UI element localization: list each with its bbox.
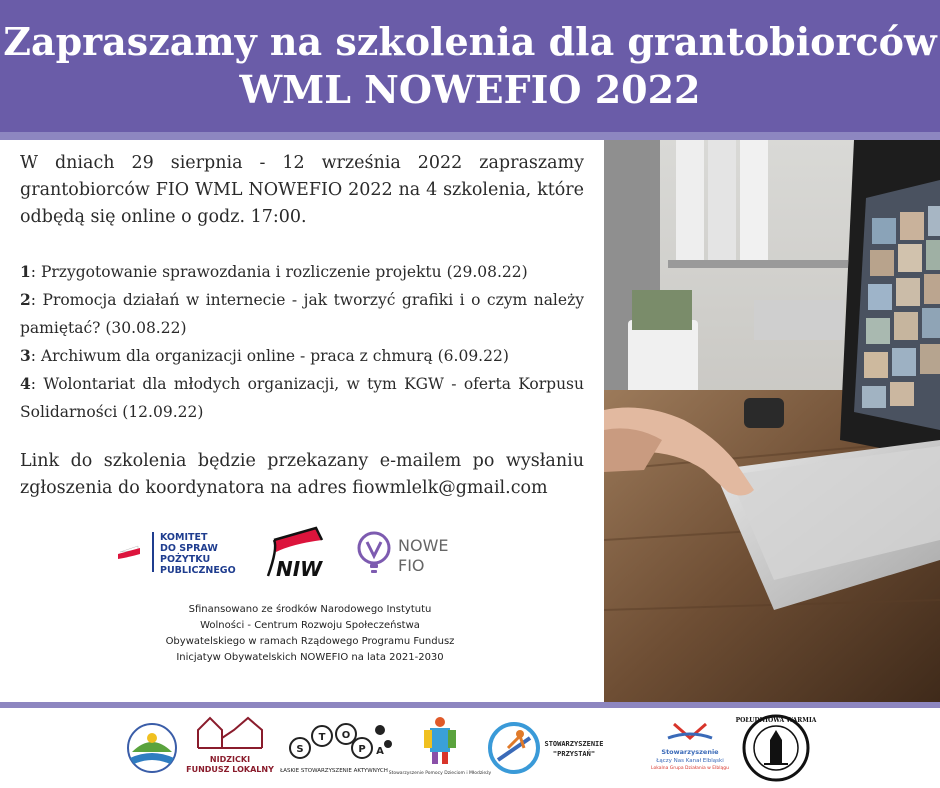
training-text: : Przygotowanie sprawozdania i rozliczenie projektu (29.08.22) (30, 263, 528, 281)
training-text: : Promocja działań w internecie - jak tworzyć grafiki i o czym należy pamiętać? (30.08.22) (20, 291, 584, 337)
komitet-line: PUBLICZNEGO (160, 565, 236, 576)
intro-paragraph: W dniach 29 sierpnia - 12 września 2022 zapraszamy grantobiorców FIO WML NOWEFIO 2022 na 4 szkolenia, które odbędą się online o godz. 17:00. (20, 153, 584, 227)
header-banner (0, 0, 940, 132)
niw-text: NIW (276, 557, 323, 581)
sponsor-logos (116, 526, 476, 586)
training-item-3 (20, 342, 584, 370)
training-text: : Archiwum dla organizacji online - praca z chmurą (6.09.22) (30, 347, 509, 365)
przystan-logo (490, 724, 604, 772)
training-item-4 (20, 370, 584, 426)
kanal-line: Stowarzyszenie (661, 748, 719, 756)
nidzicki-line: NIDZICKI (209, 755, 251, 764)
komitet-line: DO SPRAW (160, 543, 218, 554)
training-number: 2 (20, 290, 31, 309)
kanal-line: Lokalna Grupa Działania w Elblągu (651, 766, 729, 771)
komitet-line: POŻYTKU (160, 554, 211, 565)
funding-line: Obywatelskiego w ramach Rządowego Programu Fundusz (165, 636, 455, 647)
laptop-video-call-photo (604, 140, 940, 702)
przystan-line: "PRZYSTAŃ" (552, 750, 596, 758)
komitet-line: KOMITET (160, 532, 208, 543)
stowarzyszenie-pomocy-logo (389, 717, 492, 776)
stopa-caption: ŁASKIE STOWARZYSZENIE AKTYWNYCH (280, 768, 388, 774)
poludniowa-warmia-logo (736, 716, 817, 780)
przystan-line: STOWARZYSZENIE (544, 740, 604, 748)
page-title-line1: Zapraszamy na szkolenia dla grantobiorców (3, 19, 937, 64)
training-item-2 (20, 286, 584, 342)
training-item-1 (20, 258, 584, 286)
stopa-letter: T (318, 732, 326, 743)
stopa-logo (279, 724, 392, 774)
registration-info: Link do szkolenia będzie przekazany e-mailem po wysłaniu zgłoszenia do koordynatora na adres fiowmlelk@gmail.com (20, 451, 584, 498)
training-text: : Wolontariat dla młodych organizacji, w tym KGW - oferta Korpusu Solidarności (12.09.22) (20, 375, 584, 421)
kanal-line: Łączy Nas Kanał Elbląski (656, 758, 724, 764)
lgd-warminski-zakatek-logo (128, 724, 176, 772)
funding-line: Wolności - Centrum Rozwoju Społeczeństwa (200, 620, 420, 631)
main-text (20, 150, 584, 502)
training-number: 4 (20, 374, 31, 393)
funding-note (150, 602, 470, 666)
pomocy-caption: Stowarzyszenie Pomocy Dzieciom i Młodzieży (388, 771, 492, 776)
niw-logo (268, 528, 323, 581)
nidzicki-fundusz-logo (186, 718, 274, 774)
nowefio-line: NOWE (398, 536, 449, 555)
header-divider (0, 132, 940, 140)
stopa-letter: P (358, 744, 366, 755)
nowefio-logo (359, 533, 449, 575)
funding-line: Inicjatyw Obywatelskich NOWEFIO na lata 2021-2030 (176, 652, 444, 663)
partner-logos (0, 708, 940, 788)
komitet-logo (118, 532, 236, 576)
laczy-nas-kanal-logo (651, 724, 729, 771)
stopa-letter: S (296, 744, 304, 755)
training-list (20, 258, 584, 426)
stopa-letter: O (341, 730, 351, 741)
training-number: 3 (20, 346, 31, 365)
poludniowa-text: POŁUDNIOWA WARMIA (735, 717, 817, 724)
funding-line: Sfinansowano ze środków Narodowego Instytutu (188, 604, 432, 615)
nowefio-line: FIO (398, 556, 425, 575)
stopa-letter: A (376, 746, 384, 757)
nidzicki-line: FUNDUSZ LOKALNY (186, 765, 274, 774)
page-title-line2: WML NOWEFIO 2022 (239, 67, 701, 112)
training-number: 1 (20, 262, 31, 281)
